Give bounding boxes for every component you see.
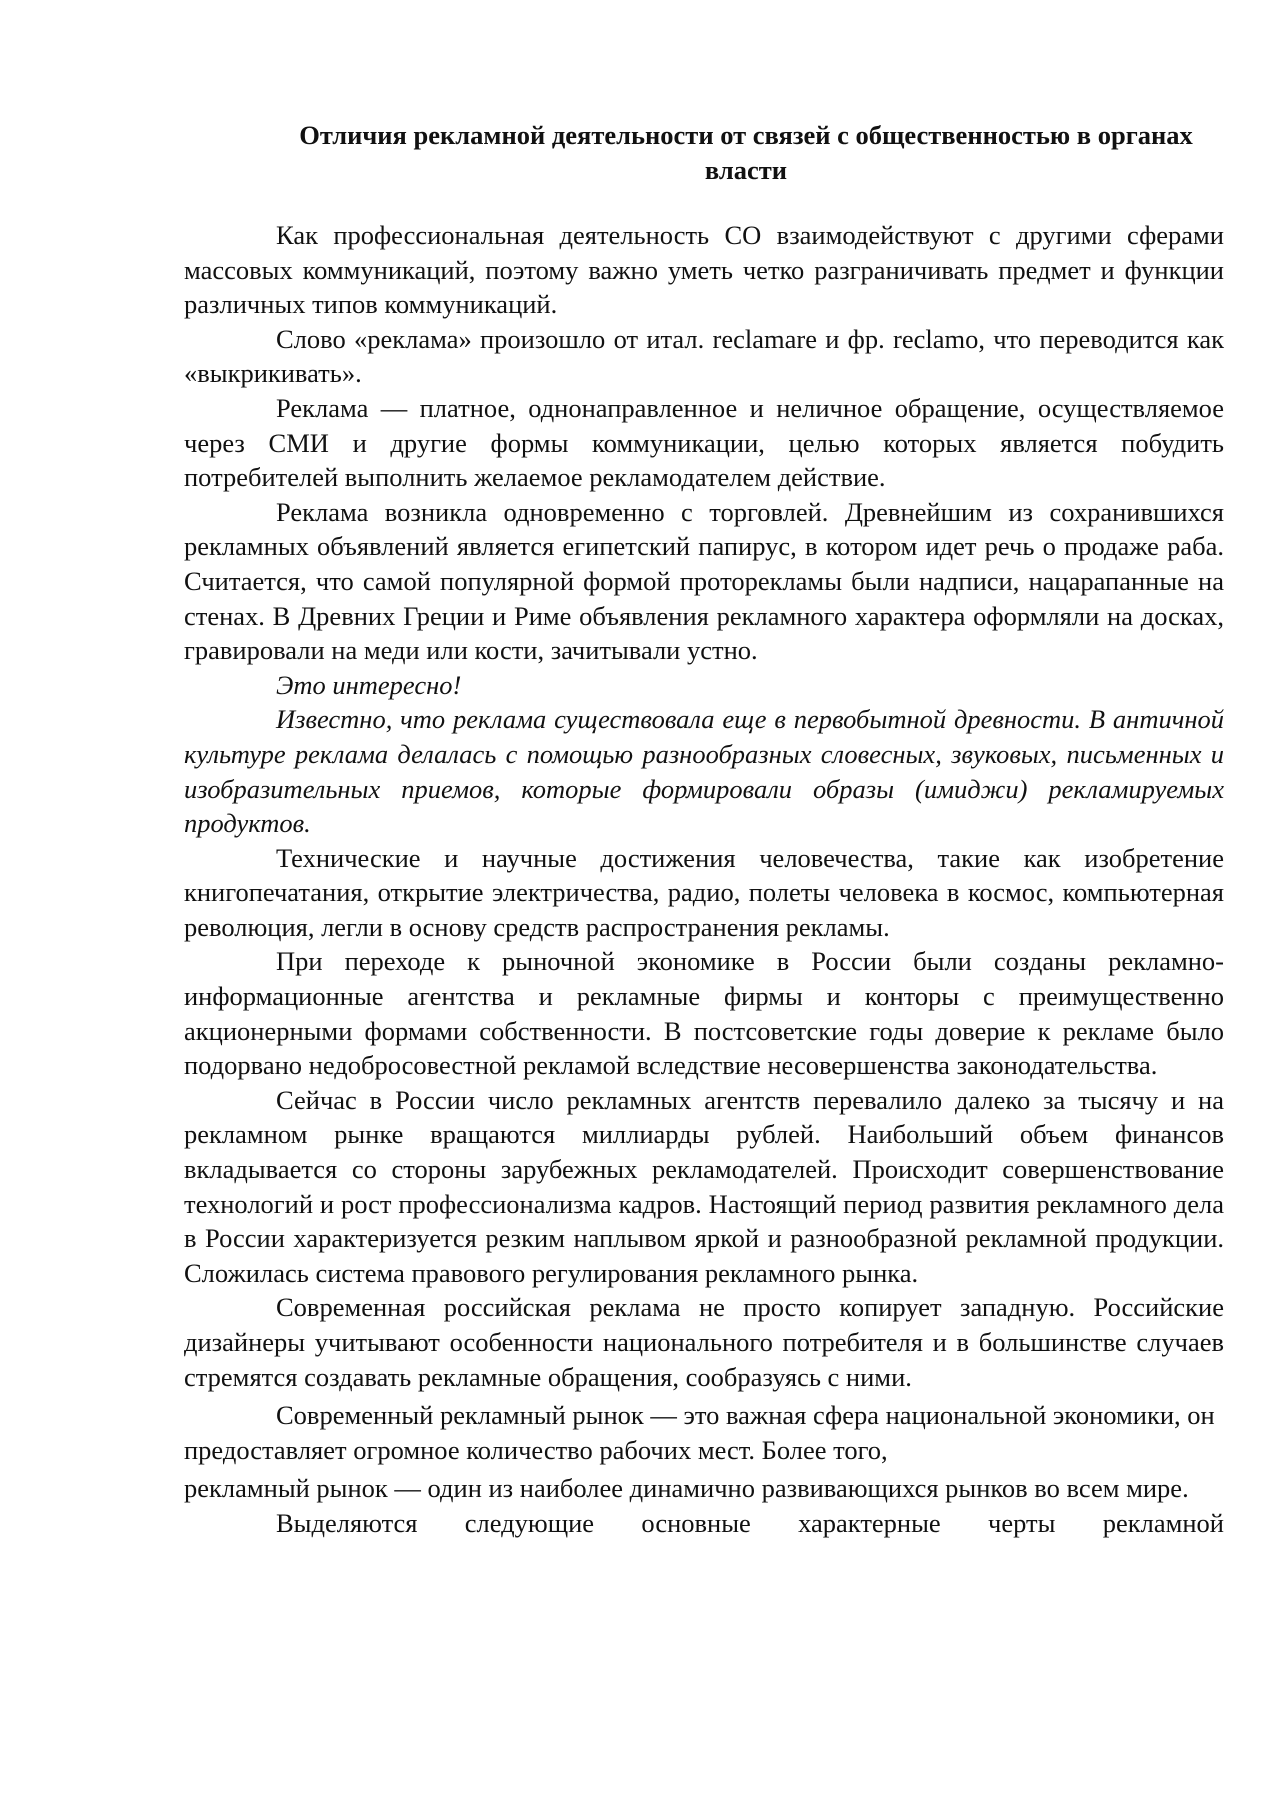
paragraph-market-growth: рекламный рынок — один из наиболее динамично развивающихся рынков во всем мире. [184,1473,1189,1504]
paragraph-current-state: Сейчас в России число рекламных агентств перевалило далеко за тысячу и на рекламном рынке вращаются миллиарды рублей. Наибольший объем финансов вкладывается со стороны зарубежных рекламодателей. Происходит совершенствование технологий и рост профессионализма кадров. Настоящий период развития рекламного дела в России характеризуется резким наплывом яркой и разнообразной рекламной продукции. Сложилась система правового регулирования рекламного рынка. [184,1084,1224,1288]
paragraph-advertising-definition: Реклама — платное, однонаправленное и неличное обращение, осуществляемое через СМИ и другие формы коммуникации, целью которых является побудить потребителей выполнить желаемое рекламодателем действие. [184,392,1224,493]
paragraph-modern-russian-advertising: Современная российская реклама не просто копирует западную. Российские дизайнеры учитывают особенности национального потребителя и в большинстве случаев стремятся создавать рекламные обращения, сообразуясь с ними. [184,1292,1224,1392]
paragraph-intro: Как профессиональная деятельность СО взаимодействуют с другими сферами массовых коммуникаций, поэтому важно уметь четко разграничивать предмет и функции различных типов коммуникаций. [184,220,1224,320]
document-body [184,118,1224,1541]
paragraph-technical-achievements: Технические и научные достижения человечества, такие как изобретение книгопечатания, открытие электричества, радио, полеты человека в космос, компьютерная революция, легли в основу средств распространения рекламы. [184,842,1224,942]
paragraph-market-importance: Современный рекламный рынок — это важная сфера национальной экономики, он предоставляет огромное количество рабочих мест. Более того, [184,1400,1215,1465]
paragraph-word-origin: Слово «реклама» произошло от итал. reclamare и фр. reclamo, что переводится как «выкрикивать». [184,323,1224,389]
document-title: Отличия рекламной деятельности от связей с общественностью в органах власти [299,120,1193,185]
paragraph-history: Реклама возникла одновременно с торговлей. Древнейшим из сохранившихся рекламных объявлений является египетский папирус, в котором идет речь о продаже раба. Считается, что самой популярной формой проторекламы были надписи, нацарапанные на стенах. В Древних Греции и Риме объявления рекламного характера оформляли на досках, гравировали на меди или кости, зачитывали устно. [184,496,1224,666]
paragraph-market-economy: При переходе к рыночной экономике в России были созданы рекламно-информационные агентства и рекламные фирмы и конторы с преимущественно акционерными формами собственности. В постсоветские годы доверие к рекламе было подорвано недобросовестной рекламой вследствие несовершенства законодательства. [184,946,1224,1081]
paragraph-features-start: Выделяются следующие основные характерные черты рекламной [276,1507,1224,1538]
paragraph-interesting-heading: Это интересно! [276,669,462,700]
paragraph-interesting-text: Известно, что реклама существовала еще в первобытной древности. В античной культуре реклама делалась с помощью разнообразных словесных, звуковых, письменных и изобразительных приемов, которые формировали образы (имиджи) рекламируемых продуктов. [184,704,1224,839]
